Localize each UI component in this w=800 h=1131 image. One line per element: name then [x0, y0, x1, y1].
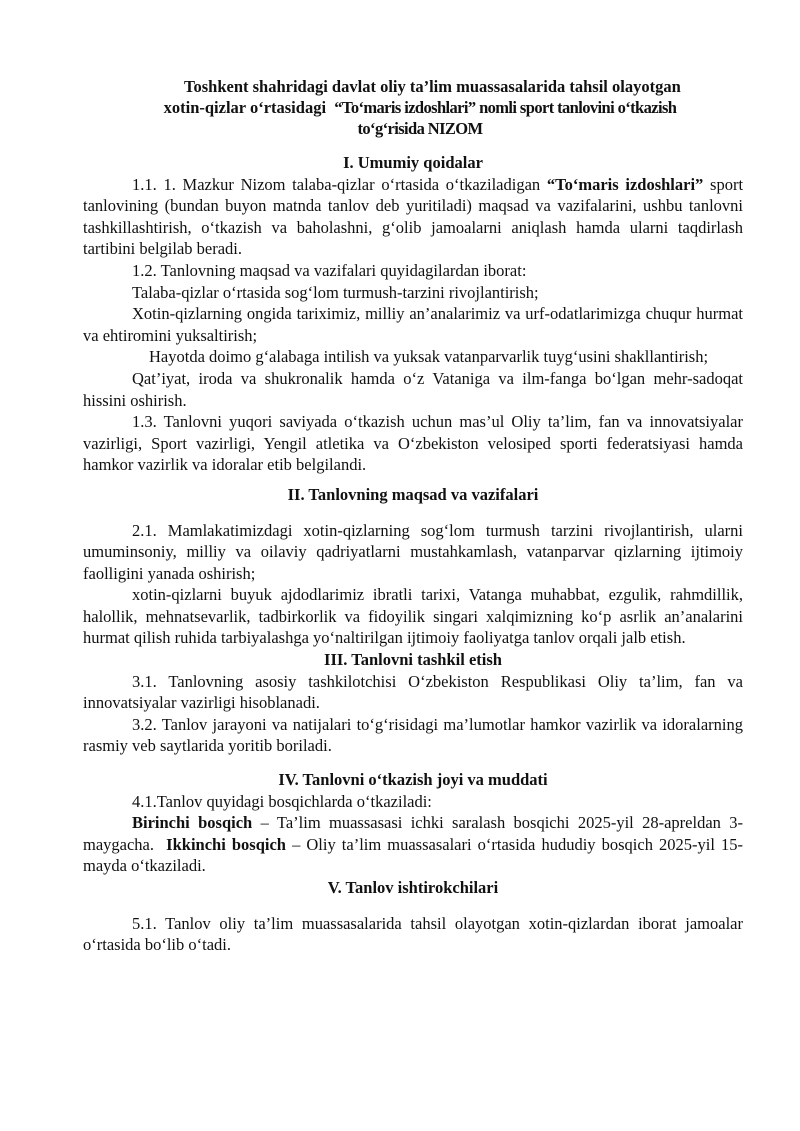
paragraph-goal-1: Talaba-qizlar oʻrtasida sogʻlom turmush-tarzini rivojlantirish;	[132, 282, 539, 302]
paragraph-2-1: 2.1. Mamlakatimizdagi xotin-qizlarning sogʻlom turmush tarzini rivojlantirish, ularni umuminsoniy, milliy va oilaviy qadriyatlarni mustahkamlash, vatanparvar qizlarning ijtimoiy faolligini yanada oshirish;	[83, 520, 743, 583]
section-1-heading: I. Umumiy qoidalar	[343, 153, 483, 172]
paragraph-1-1: 1.1. 1. Mazkur Nizom talaba-qizlar oʻrtasida oʻtkaziladigan “Toʻmaris izdoshlari” sport tanlovining (bundan buyon matnda tanlov deb yuritiladi) maqsad va vazifalarini, ushbu tanlovni tashkillashtirish, oʻtkazish va baholashni, gʻolib jamoalarni aniqlash hamda ularni taqdirlash tartibini belgilab beradi.	[83, 174, 744, 259]
section-5-heading: V. Tanlov ishtirokchilari	[327, 878, 499, 897]
stage-2-label: Ikkinchi bosqich	[166, 834, 286, 854]
paragraph-goal-2: Xotin-qizlarning ongida tariximiz, milliy an’analarimiz va urf-odatlarimizga chuqur hurmat va ehtiromini yuksaltirish;	[83, 304, 743, 345]
paragraph-1-2: 1.2. Tanlovning maqsad va vazifalari quyidagilardan iborat:	[132, 260, 527, 280]
stage-1-label: Birinchi bosqich	[132, 813, 253, 833]
section-4-heading: IV. Tanlovni oʻtkazish joyi va muddati	[278, 770, 548, 790]
paragraph-3-1: 3.1. Tanlovning asosiy tashkilotchisi Oʻzbekiston Respublikasi Oliy ta’lim, fan va innovatsiyalar vazirligi hisoblanadi.	[83, 671, 743, 713]
paragraph-3-2: 3.2. Tanlov jarayoni va natijalari toʻgʻrisidagi ma’lumotlar hamkor vazirlik va idoralarning rasmiy veb saytlarida yoritib boriladi.	[83, 714, 743, 756]
title-line-3: toʻgʻrisida NIZOM	[357, 119, 483, 138]
paragraph-1-3: 1.3. Tanlovni yuqori saviyada oʻtkazish uchun mas’ul Oliy ta’lim, fan va innovatsiyalar vazirligi, Sport vazirligi, Yengil atletika va Oʻzbekiston velosiped sporti federatsiyasi hamda hamkor vazirlik va idoralar etib belgilandi.	[83, 412, 743, 475]
section-2-heading: II. Tanlovning maqsad va vazifalari	[287, 484, 539, 504]
paragraph-goal-3: Hayotda doimo gʻalabaga intilish va yuksak vatanparvarlik tuygʻusini shakllantirish;	[149, 347, 709, 367]
paragraph-stages: Birinchi bosqich – Ta’lim muassasasi ichki saralash bosqichi 2025-yil 28-apreldan 3-maygacha. Ikkinchi bosqich – Oliy ta’lim muassasalari oʻrtasida hududiy bosqich 2025-yil 15-mayda oʻtkaziladi.	[83, 813, 744, 876]
title-line-1: Toshkent shahridagi davlat oliy ta’lim muassasalarida tahsil olayotgan	[183, 77, 681, 96]
paragraph-4-1: 4.1.Tanlov quyidagi bosqichlarda oʻtkaziladi:	[132, 791, 432, 811]
section-3-heading: III. Tanlovni tashkil etish	[324, 650, 502, 670]
document-title	[90, 76, 750, 139]
document-body	[83, 152, 743, 956]
paragraph-2-2: xotin-qizlarni buyuk ajdodlarimiz ibratli tarixi, Vatanga muhabbat, ezgulik, rahmdillik, halollik, mehnatsevarlik, tadbirkorlik va fidoyilik singari xalqimizning koʻp asrlik an’analarini hurmat qilish ruhida tarbiyalashga yoʻnaltirilgan ijtimoiy faoliyatga tanlov orqali jalb etish.	[83, 585, 743, 648]
paragraph-goal-4: Qat’iyat, iroda va shukronalik hamda oʻz Vataniga va ilm-fanga boʻlgan mehr-sadoqat hissini oshirish.	[83, 368, 743, 410]
title-line-2: xotin-qizlar oʻrtasidagi “Toʻmaris izdoshlari” nomli sport tanlovini oʻtkazish	[163, 98, 677, 117]
paragraph-5-1: 5.1. Tanlov oliy ta’lim muassasalarida tahsil olayotgan xotin-qizlardan iborat jamoalar oʻrtasida boʻlib oʻtadi.	[83, 913, 743, 955]
